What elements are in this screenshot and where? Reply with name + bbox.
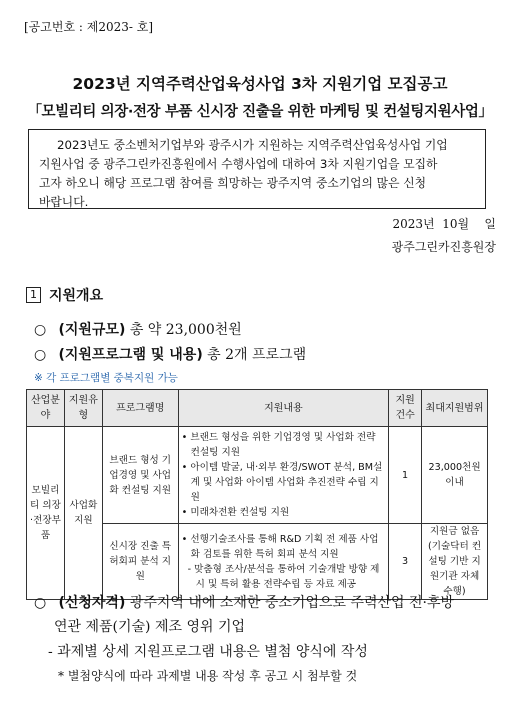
cell-max: 지원금 없음 (기술닥터 컨설팅 기반 지원기관 자체 수행) [422,524,488,600]
support-scale-item [34,319,242,339]
support-program-item [34,344,306,364]
header-max: 최대지원범위 [422,390,488,427]
support-program-label: (지원프로그램 및 내용) [58,347,203,363]
organization-name: 광주그린카진흥원장 [391,240,496,254]
intro-line: 지원사업 중 광주그린카진흥원에서 수행사업에 대하여 3차 지원기업을 모집하 [39,157,438,171]
page-subtitle: 「모빌리티 의장·전장 부품 신시장 진출을 위한 마케팅 및 컨설팅지원사업」 [27,104,493,120]
content-line: • 브랜드 형성을 위한 기업경영 및 사업화 전략 컨설팅 지원 [181,432,376,458]
program-table [26,389,488,600]
cell-program: 브랜드 형성 기업경영 및 사업화 컨설팅 지원 [102,427,178,524]
section-number-box: 1 [26,287,41,303]
announcement-date: 2023년 10월 일 [392,217,496,231]
content-line: • 선행기술조사를 통해 R&D 기획 전 제품 사업화 검토를 위한 특허 회피 분석 지원 [181,533,379,560]
eligibility-label: (신청자격) [58,595,126,611]
support-program-text: 총 2개 프로그램 [207,347,307,363]
header-content: 지원내용 [178,390,389,427]
eligibility-text: 광주지역 내에 소재한 중소기업으로 주력산업 전·후방 [129,595,455,611]
header-type: 지원유형 [64,390,102,427]
header-count: 지원건수 [389,390,422,427]
content-line: • 아이템 발굴, 내·외부 환경/SWOT 분석, BM설계 및 사업화 아이템 사업화 추진전략 수립 지원 [181,462,383,503]
eligibility-item [34,592,454,612]
header-program: 프로그램명 [102,390,178,427]
cell-type: 사업화지원 [64,427,102,600]
support-scale-label: (지원규모) [58,322,126,338]
cell-content [178,524,389,600]
cell-max: 23,000천원 이내 [422,427,488,524]
header-field: 산업분야 [27,390,65,427]
cell-content [178,427,389,524]
content-line: - 맞춤형 조사/분석을 통하여 기술개발 방향 제시 및 특허 활용 전략수립 등 자료 제공 [187,563,380,590]
content-line: • 미래차전환 컨설팅 지원 [181,507,290,518]
intro-line: 고자 하오니 해당 프로그램 참여를 희망하는 광주지역 중소기업의 많은 신청 [39,176,427,190]
support-scale-text: 총 약 23,000천원 [129,322,242,338]
cell-field: 모빌리티 의장·전장부품 [27,427,65,600]
intro-line: 2023년도 중소벤처기업부와 광주시가 지원하는 지역주력산업육성사업 기업 [57,138,448,152]
eligibility-text-continued: 연관 제품(기술) 제조 영위 기업 [54,619,246,635]
section-heading [26,285,103,305]
section-title: 지원개요 [49,288,104,304]
eligibility-dash-note: - 과제별 상세 지원프로그램 내용은 별첨 양식에 작성 [48,644,368,660]
circle-bullet-icon: ○ [34,322,47,338]
notice-number: [공고번호 : 제2023- 호] [24,20,153,34]
intro-line: 바랍니다. [39,195,89,209]
cell-count: 1 [389,427,422,524]
cell-program: 신시장 진출 특허회피 분석 지원 [102,524,178,600]
page-title: 2023년 지역주력산업육성사업 3차 지원기업 모집공고 [72,75,448,93]
circle-bullet-icon: ○ [34,595,47,611]
eligibility-star-note: * 별첨양식에 따라 과제별 내용 작성 후 공고 시 첨부할 것 [58,669,358,683]
intro-box [28,129,486,209]
duplicate-support-note: ※ 각 프로그램별 중복지원 가능 [34,372,178,384]
cell-count: 3 [389,524,422,600]
table-row [27,427,488,524]
circle-bullet-icon: ○ [34,347,47,363]
table-header-row [27,390,488,427]
